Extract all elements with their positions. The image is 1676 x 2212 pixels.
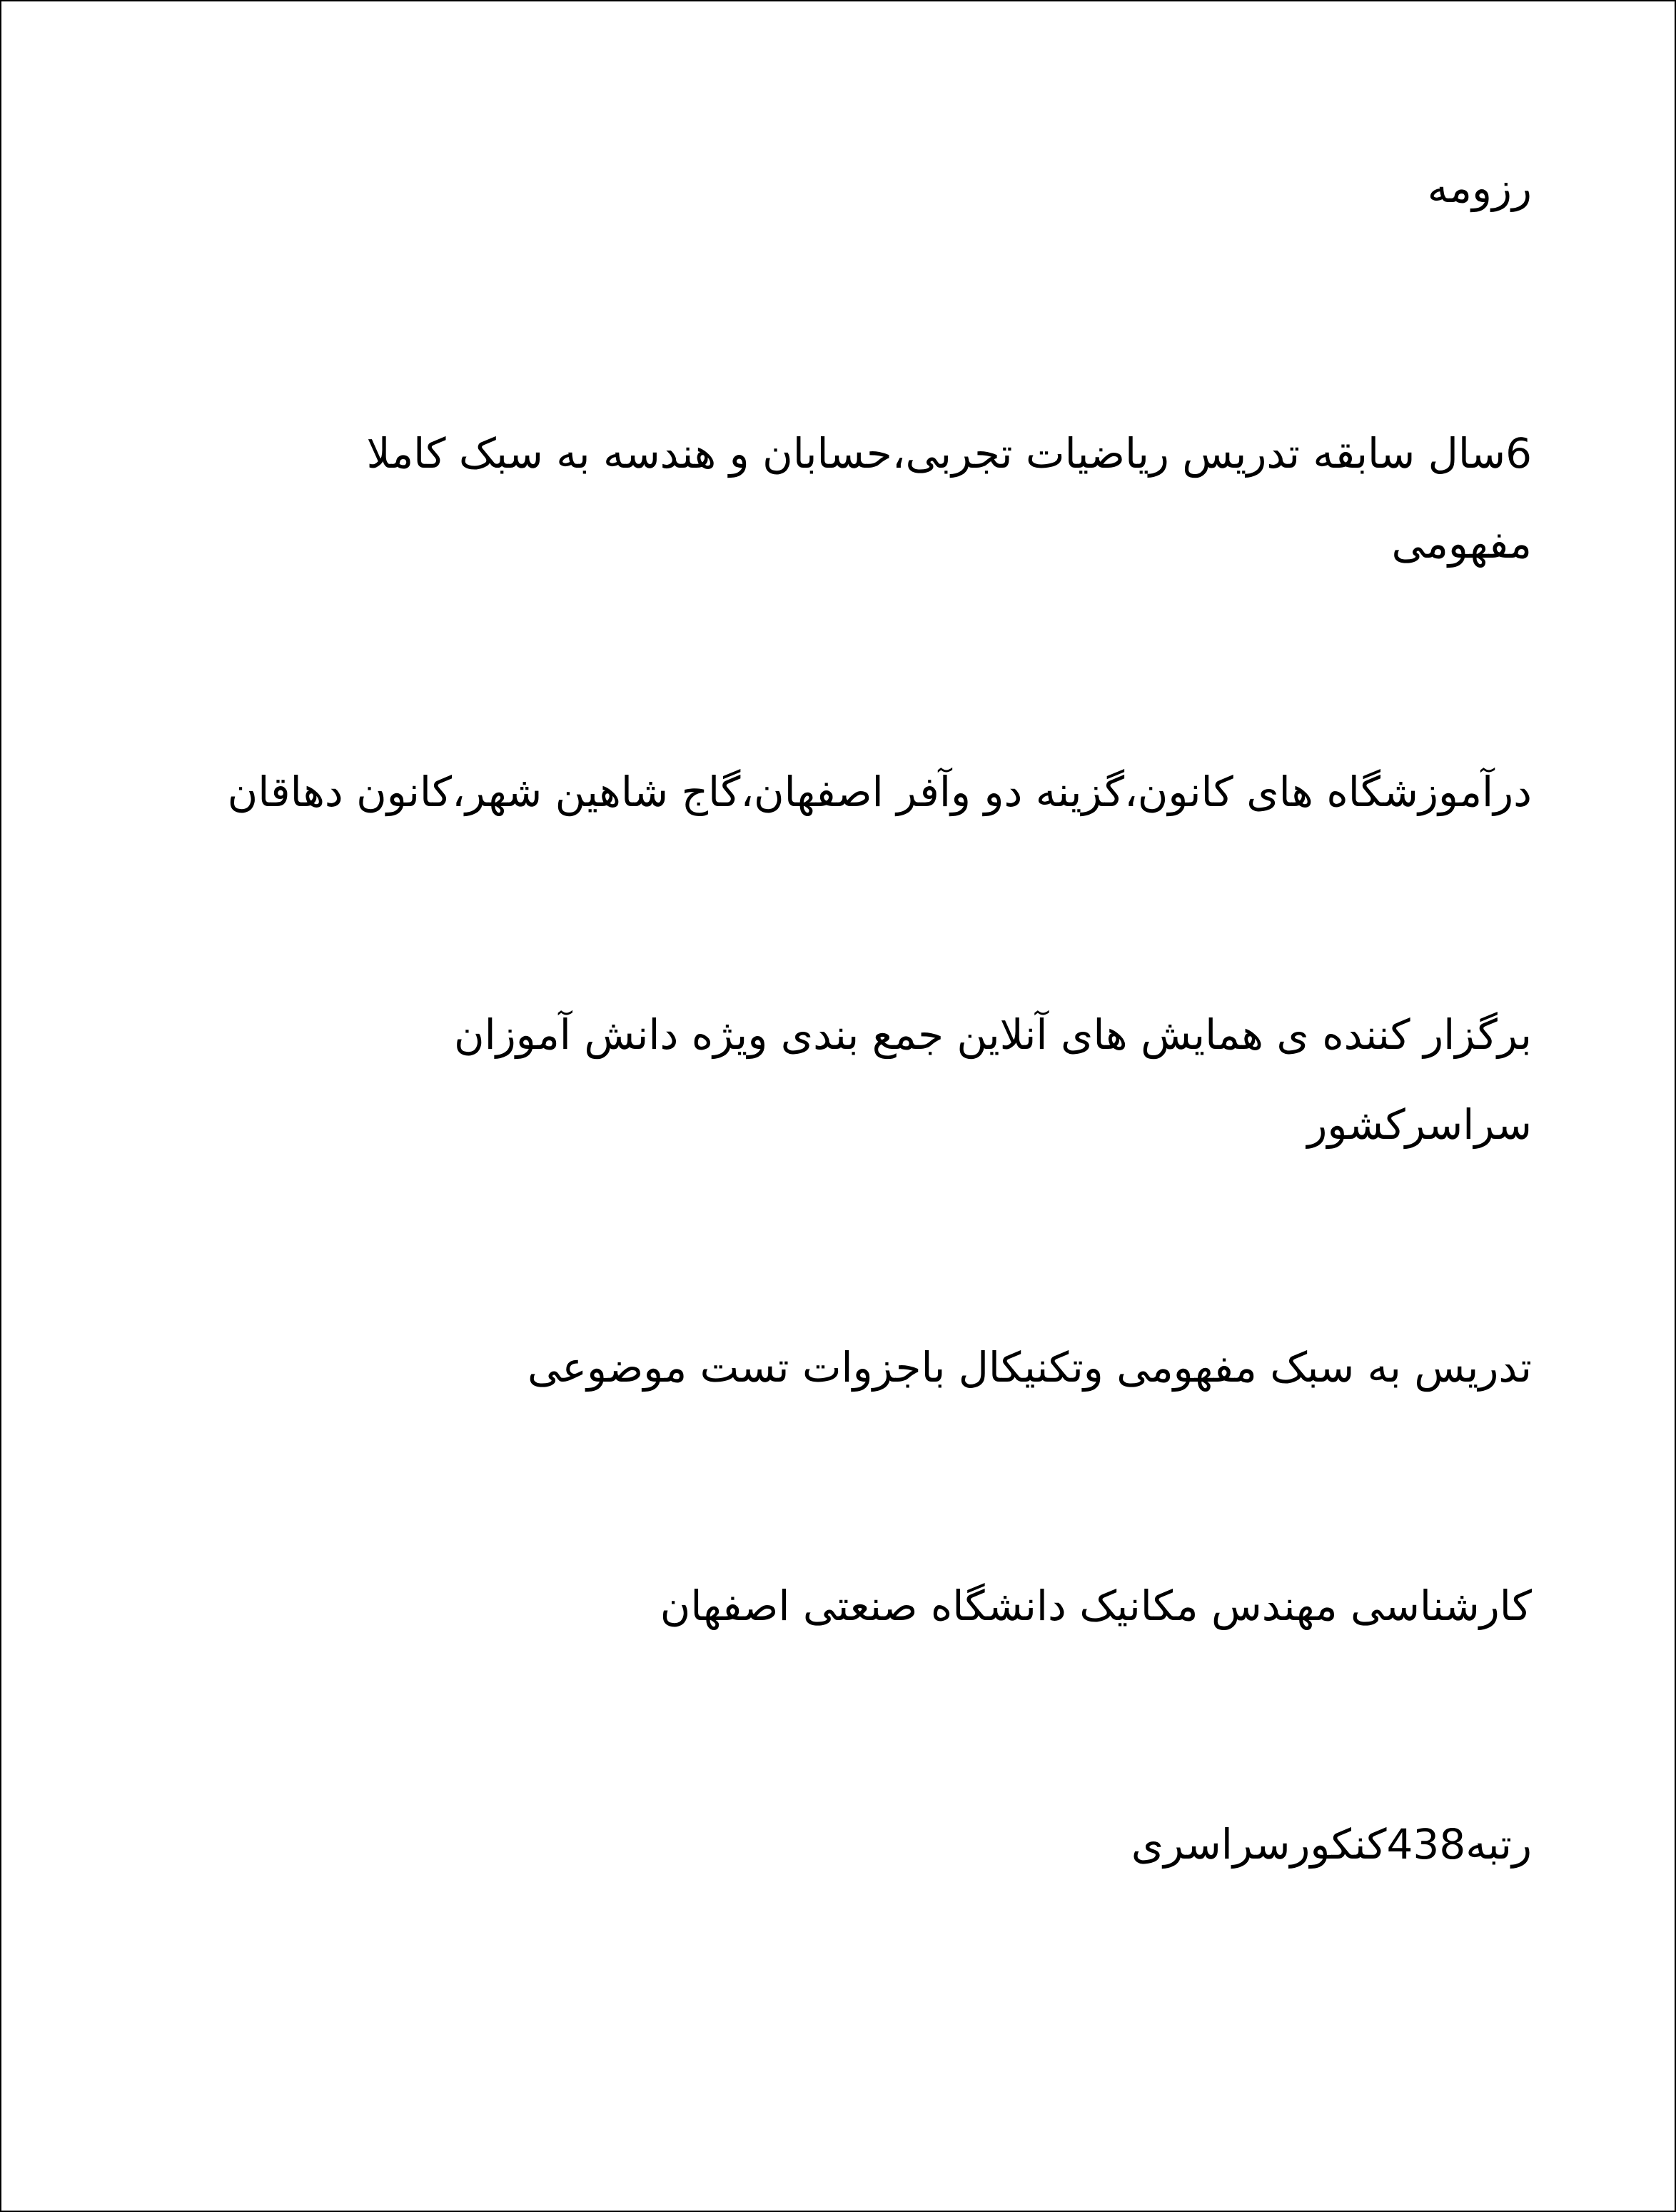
seminars-line-2: سراسرکشور — [1307, 1100, 1532, 1149]
experience-line-2: مفهومی — [1391, 519, 1532, 568]
education-line: کارشناسی مهندس مکانیک دانشگاه صنعتی اصفهان — [660, 1582, 1532, 1630]
teaching-style-line: تدریس به سبک مفهومی وتکنیکال باجزوات تست موضوعی — [527, 1343, 1532, 1392]
experience-line-1: 6سال سابقه تدریس ریاضیات تجربی،حسابان و هندسه به سبک کاملا — [366, 429, 1532, 478]
resume-title: رزومه — [1427, 164, 1532, 212]
seminars-line-1: برگزار کننده ی همایش های آنلاین جمع بندی ویژه دانش آموزان — [454, 1010, 1532, 1059]
konkur-rank-line: رتبه438کنکورسراسری — [1131, 1820, 1532, 1869]
institutes-line: درآموزشگاه های کانون،گزینه دو وآفر اصفهان،گاج شاهین شهر،کانون دهاقان — [227, 768, 1532, 816]
